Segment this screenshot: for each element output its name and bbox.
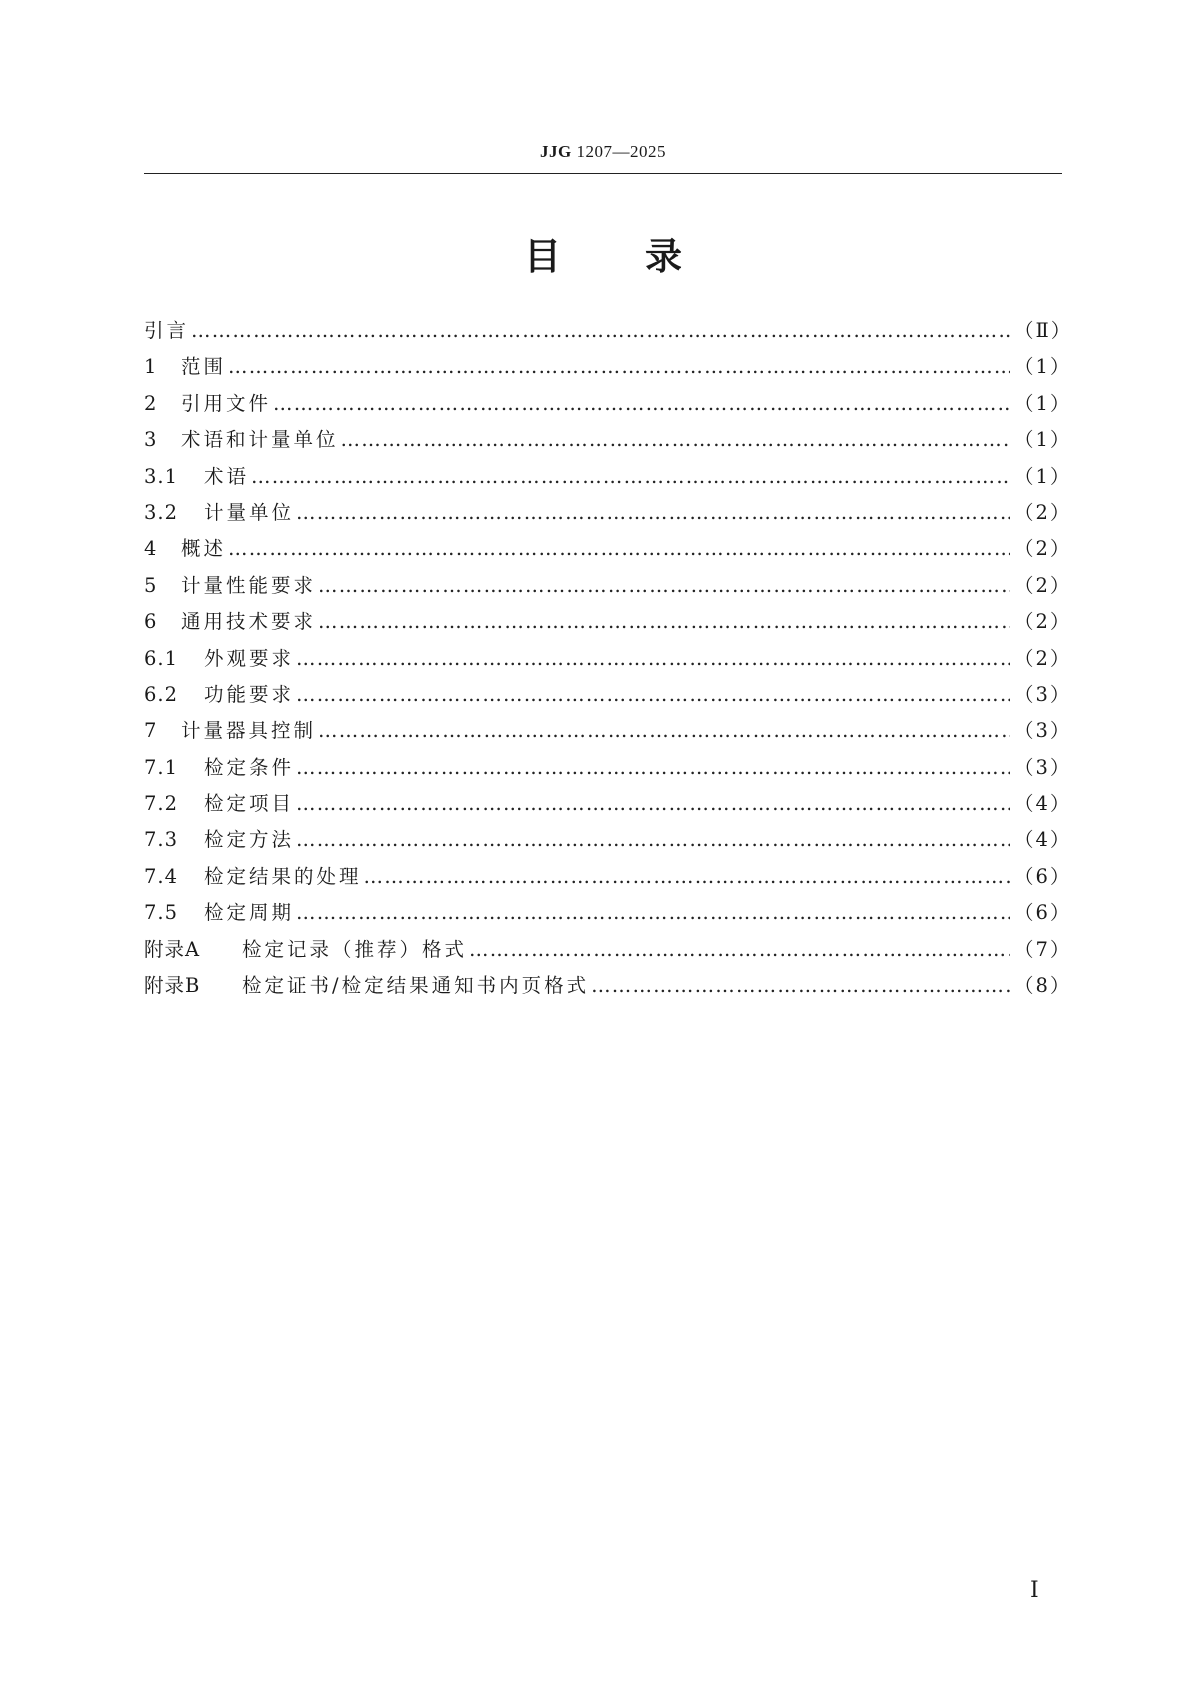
toc-entry-page: （3） <box>1014 682 1072 706</box>
toc-entry-label: 计量器具控制 <box>181 719 317 743</box>
toc-entry[interactable] <box>144 641 1072 677</box>
toc-entry-label: 引用文件 <box>181 391 272 415</box>
toc-entry-number: 6 <box>144 610 158 634</box>
toc-entry-number: 5 <box>144 573 158 597</box>
title-char-2: 录 <box>645 235 682 278</box>
title-char-1: 目 <box>524 235 561 278</box>
toc-entry-page: （4） <box>1014 792 1072 816</box>
toc-entry[interactable] <box>144 932 1072 968</box>
toc-entry-number: 附录A <box>144 937 201 961</box>
toc-entry[interactable] <box>144 786 1072 822</box>
toc-entry-page: （2） <box>1014 610 1072 634</box>
page-title <box>144 226 1062 280</box>
toc-entry-label: 检定条件 <box>204 755 295 779</box>
toc-entry[interactable] <box>144 895 1072 931</box>
toc-leader-dots <box>318 568 1010 604</box>
toc-entry-page: （1） <box>1014 428 1072 452</box>
toc-entry-number: 2 <box>144 391 158 415</box>
toc-leader-dots <box>341 422 1010 458</box>
toc-entry-page: （1） <box>1014 464 1072 488</box>
toc-entry-page: （2） <box>1014 537 1072 561</box>
standard-code: JJG <box>540 142 572 161</box>
toc-entry-page: （3） <box>1014 755 1072 779</box>
document-header <box>144 142 1062 162</box>
toc-leader-dots <box>228 349 1010 385</box>
toc-leader-dots <box>273 386 1010 422</box>
table-of-contents <box>144 313 1073 1004</box>
toc-entry-label: 检定结果的处理 <box>204 864 362 888</box>
toc-leader-dots <box>469 932 1010 968</box>
toc-entry-number: 7.1 <box>144 755 179 779</box>
toc-leader-dots <box>364 859 1010 895</box>
toc-entry-number: 6.2 <box>144 682 179 706</box>
toc-entry-label: 计量单位 <box>204 500 295 524</box>
toc-entry[interactable] <box>144 568 1072 604</box>
toc-leader-dots <box>318 604 1010 640</box>
toc-entry-label: 范围 <box>181 355 227 379</box>
toc-entry[interactable] <box>144 313 1073 349</box>
toc-entry-number: 6.1 <box>144 646 179 670</box>
toc-entry[interactable] <box>144 531 1072 567</box>
toc-leader-dots <box>296 495 1010 531</box>
toc-entry[interactable] <box>144 750 1072 786</box>
toc-entry[interactable] <box>144 386 1072 422</box>
toc-entry-number: 7 <box>144 719 158 743</box>
toc-entry-number: 7.3 <box>144 828 179 852</box>
toc-entry-page: （1） <box>1014 391 1072 415</box>
toc-leader-dots <box>251 459 1010 495</box>
toc-entry-page: （2） <box>1014 500 1072 524</box>
toc-leader-dots <box>296 786 1010 822</box>
toc-leader-dots <box>318 713 1010 749</box>
toc-entry-label: 检定周期 <box>204 901 295 925</box>
toc-leader-dots <box>296 750 1010 786</box>
toc-entry[interactable] <box>144 859 1072 895</box>
toc-entry-number: 7.4 <box>144 864 179 888</box>
toc-entry-number: 3.1 <box>144 464 179 488</box>
toc-entry-page: （6） <box>1014 864 1072 888</box>
toc-entry-number: 7.2 <box>144 792 179 816</box>
toc-entry-label: 外观要求 <box>204 646 295 670</box>
toc-entry[interactable] <box>144 677 1072 713</box>
toc-entry-label: 检定证书/检定结果通知书内页格式 <box>242 974 590 998</box>
toc-leader-dots <box>591 968 1010 1004</box>
toc-leader-dots <box>296 677 1010 713</box>
page-folio: Ⅰ <box>1030 1578 1039 1603</box>
header-rule <box>144 173 1062 174</box>
toc-entry[interactable] <box>144 604 1072 640</box>
toc-entry[interactable] <box>144 822 1072 858</box>
toc-entry-number: 1 <box>144 355 158 379</box>
toc-leader-dots <box>296 822 1010 858</box>
toc-entry-page: （8） <box>1014 974 1072 998</box>
toc-entry-number: 3 <box>144 428 158 452</box>
toc-entry[interactable] <box>144 713 1072 749</box>
toc-entry-page: （2） <box>1014 646 1072 670</box>
toc-entry[interactable] <box>144 459 1072 495</box>
toc-entry-label: 功能要求 <box>204 682 295 706</box>
toc-entry[interactable] <box>144 968 1072 1004</box>
toc-entry-number: 附录B <box>144 974 201 998</box>
toc-entry-label: 检定记录（推荐）格式 <box>242 937 468 961</box>
toc-leader-dots <box>296 641 1010 677</box>
toc-entry[interactable] <box>144 495 1072 531</box>
toc-entry-label: 检定项目 <box>204 792 295 816</box>
toc-entry-number: 3.2 <box>144 500 179 524</box>
toc-entry-page: （3） <box>1014 719 1072 743</box>
standard-number: 1207—2025 <box>576 142 666 161</box>
toc-entry[interactable] <box>144 422 1072 458</box>
toc-entry-number: 7.5 <box>144 901 179 925</box>
toc-entry-page: （4） <box>1014 828 1072 852</box>
toc-entry-page: （Ⅱ） <box>1014 319 1073 342</box>
toc-leader-dots <box>191 313 1010 349</box>
toc-entry[interactable] <box>144 349 1072 385</box>
toc-entry-label: 检定方法 <box>204 828 295 852</box>
toc-entry-label: 概述 <box>181 537 227 561</box>
toc-entry-label: 引言 <box>144 319 190 342</box>
toc-entry-page: （2） <box>1014 573 1072 597</box>
toc-entry-page: （6） <box>1014 901 1072 925</box>
toc-entry-label: 通用技术要求 <box>181 610 317 634</box>
toc-entry-page: （1） <box>1014 355 1072 379</box>
toc-leader-dots <box>228 531 1010 567</box>
toc-entry-label: 计量性能要求 <box>181 573 317 597</box>
toc-entry-label: 术语和计量单位 <box>181 428 339 452</box>
toc-leader-dots <box>296 895 1010 931</box>
toc-entry-page: （7） <box>1014 937 1072 961</box>
toc-entry-number: 4 <box>144 537 158 561</box>
toc-entry-label: 术语 <box>204 464 250 488</box>
